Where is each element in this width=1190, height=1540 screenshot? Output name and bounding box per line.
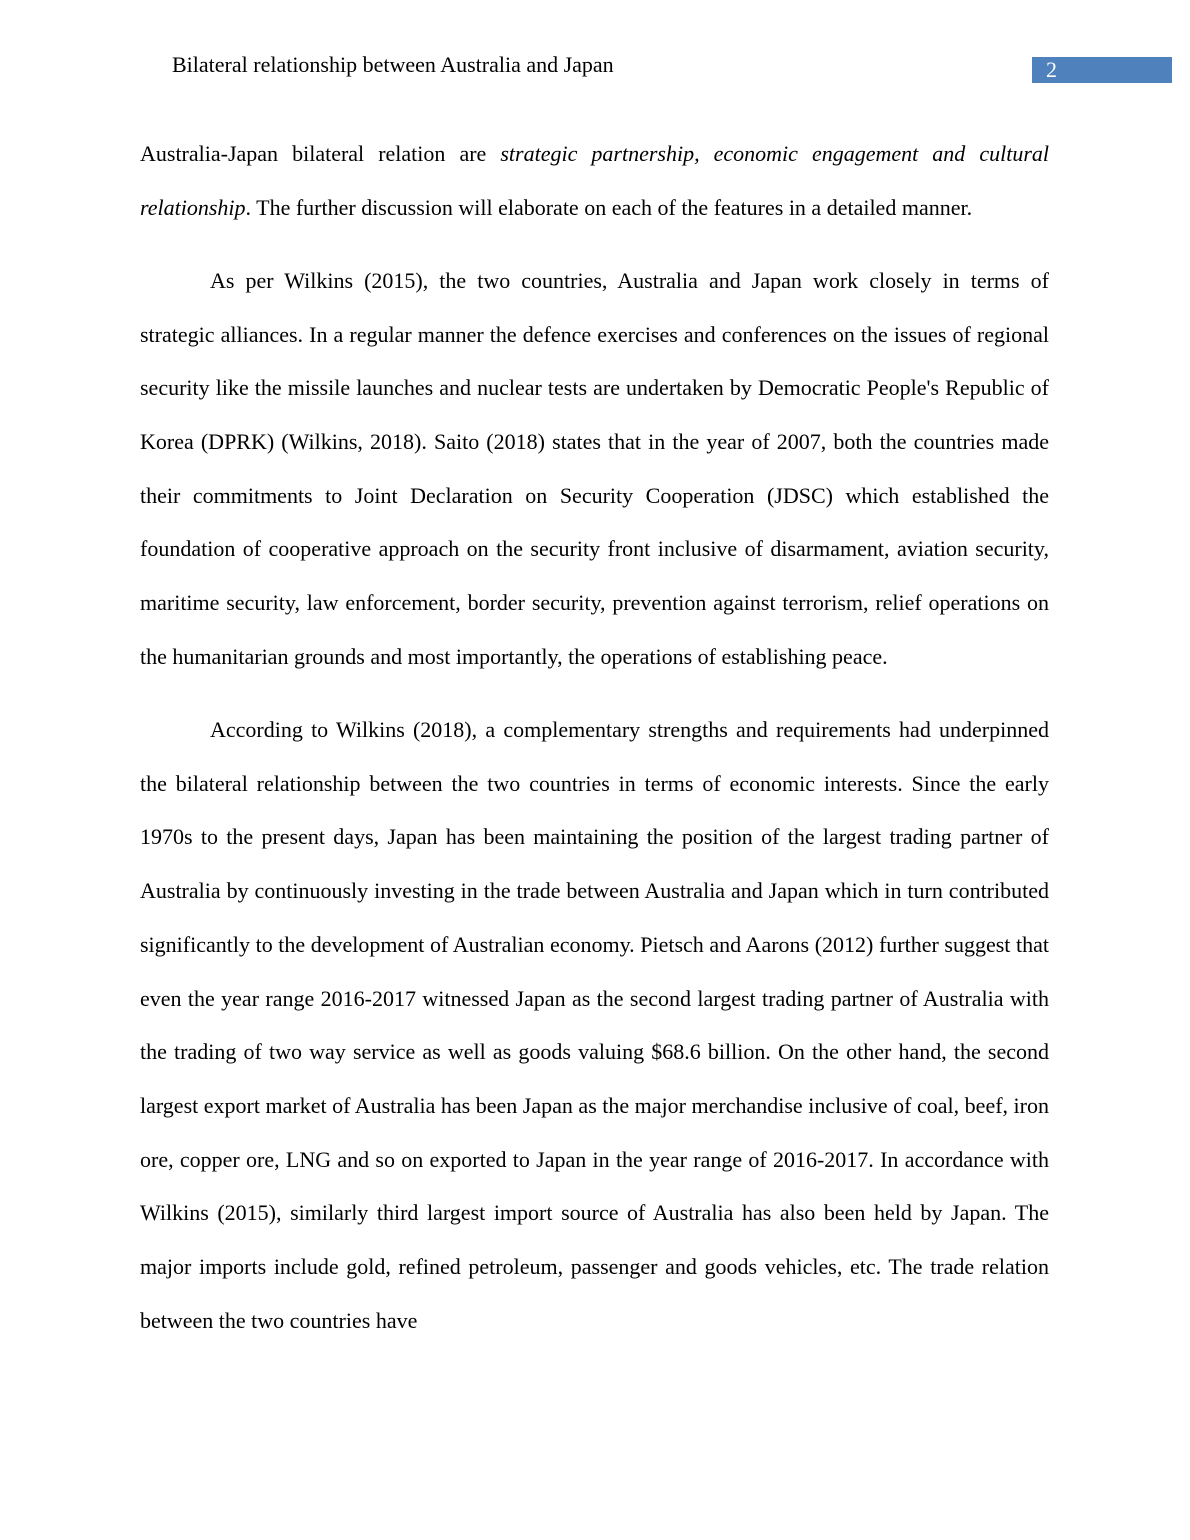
paragraph-intro-lead: Australia-Japan bilateral relation are — [140, 141, 501, 166]
paragraph-economic: According to Wilkins (2018), a complementary strengths and requirements had underpinned the bilateral relationship between the two countries in terms of economic interests. Since the early 1970s to the present days, Japan has been maintaining the position of the largest trading partner of Australia by continuously investing in the trade between Australia and Japan which in turn contributed significantly to the development of Australian economy. Pietsch and Aarons (2012) further suggest that even the year range 2016-2017 witnessed Japan as the second largest trading partner of Australia with the trading of two way service as well as goods valuing $68.6 billion. On the other hand, the second largest export market of Australia has been Japan as the major merchandise inclusive of coal, beef, iron ore, copper ore, LNG and so on exported to Japan in the year range of 2016-2017. In accordance with Wilkins (2015), similarly third largest import source of Australia has also been held by Japan. The major imports include gold, refined petroleum, passenger and goods vehicles, etc. The trade relation between the two countries have — [140, 717, 1049, 1333]
document-body — [140, 127, 1049, 1347]
page-number: 2 — [1046, 57, 1057, 82]
paragraph-strategic: As per Wilkins (2015), the two countries, Australia and Japan work closely in terms of strategic alliances. In a regular manner the defence exercises and conferences on the issues of regional security like the missile launches and nuclear tests are undertaken by Democratic People's Republic of Korea (DPRK) (Wilkins, 2018). Saito (2018) states that in the year of 2007, both the countries made their commitments to Joint Declaration on Security Cooperation (JDSC) which established the foundation of cooperative approach on the security front inclusive of disarmament, aviation security, maritime security, law enforcement, border security, prevention against terrorism, relief operations on the humanitarian grounds and most importantly, the operations of establishing peace. — [140, 267, 1049, 669]
running-header-title: Bilateral relationship between Australia and Japan — [172, 52, 614, 77]
paragraph-intro-emphasis: strategic partnership, economic engagement and cultural relationship — [140, 141, 1049, 220]
page-number-badge — [1032, 57, 1172, 83]
paragraph-intro — [140, 127, 1049, 234]
paragraph-intro-rest: . The further discussion will elaborate on each of the features in a detailed manner. — [245, 194, 973, 220]
